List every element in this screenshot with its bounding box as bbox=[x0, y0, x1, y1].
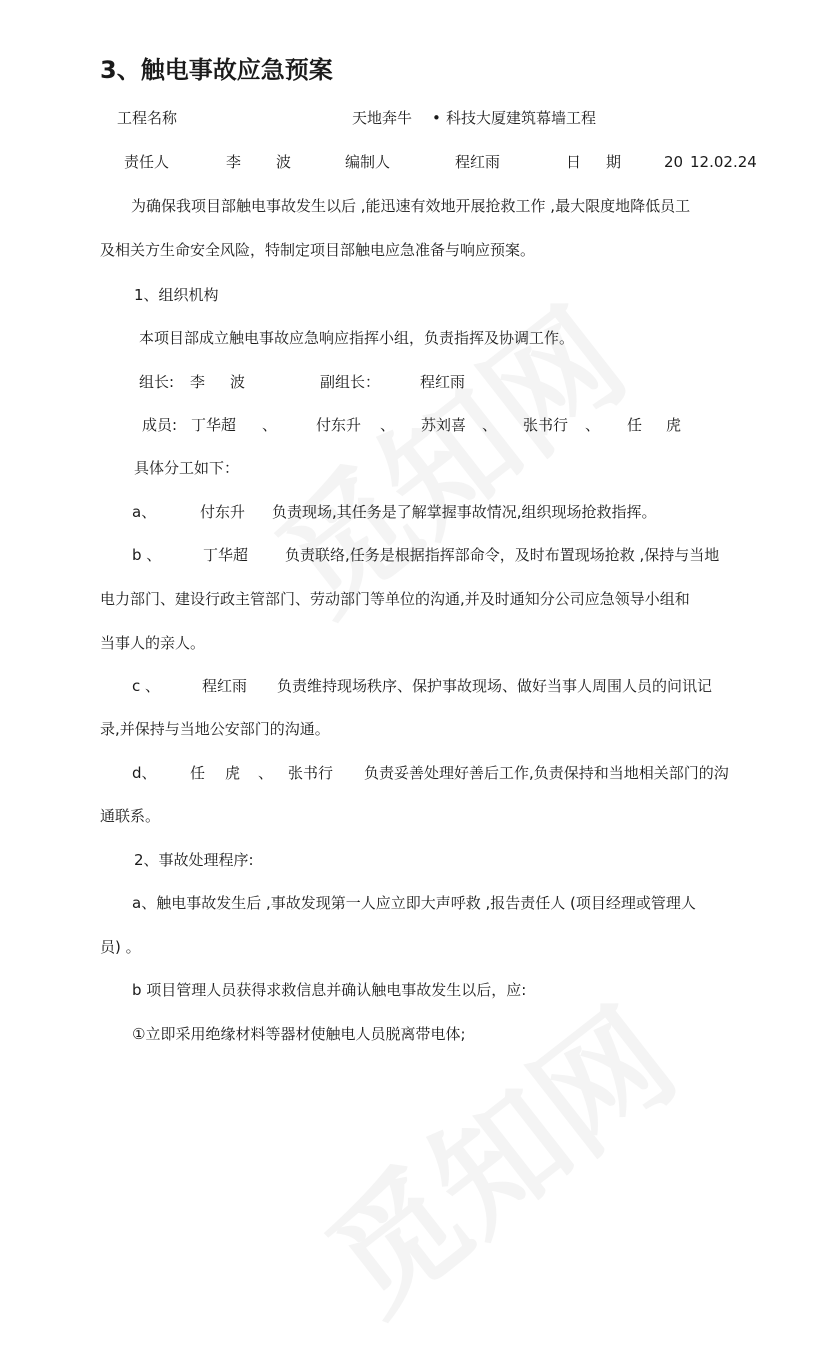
member-sep-4: 、 bbox=[585, 416, 601, 434]
duty-b-text: 负责联络,任务是根据指挥部命令，及时布置现场抢救 ,保持与当地 bbox=[285, 546, 720, 564]
procedure-a-line-2: 员) 。 bbox=[100, 938, 141, 956]
leader-name-1: 李 bbox=[190, 373, 206, 391]
leader-name-2: 波 bbox=[230, 373, 246, 391]
duty-d-marker: d、 bbox=[132, 764, 157, 782]
editor-label: 编制人 bbox=[345, 153, 391, 171]
intro-line-2: 及相关方生命安全风险，特制定项目部触电应急准备与响应预案。 bbox=[100, 241, 536, 259]
duty-c-marker: c 、 bbox=[132, 677, 161, 695]
duty-d-name-3: 张书行 bbox=[288, 764, 334, 782]
member-1: 丁华超 bbox=[191, 416, 237, 434]
duty-d-text: 负责妥善处理好善后工作,负责保持和当地相关部门的沟 bbox=[364, 764, 729, 782]
member-3: 苏刘喜 bbox=[421, 416, 467, 434]
project-name-dot: • bbox=[432, 109, 441, 127]
duty-c-text: 负责维持现场秩序、保护事故现场、做好当事人周围人员的问讯记 bbox=[277, 677, 713, 695]
procedure-a-line-1: a、触电事故发生后 ,事故发现第一人应立即大声呼救 ,报告责任人 (项目经理或管理人 bbox=[132, 894, 696, 912]
member-4: 张书行 bbox=[523, 416, 569, 434]
duty-d-name-1: 任 bbox=[190, 764, 206, 782]
member-sep-3: 、 bbox=[482, 416, 498, 434]
duty-b-marker: b 、 bbox=[132, 546, 162, 564]
project-name-part2: 科技大厦建筑幕墙工程 bbox=[446, 109, 597, 127]
duty-d-sep: 、 bbox=[258, 764, 274, 782]
page-title: 3、触电事故应急预案 bbox=[100, 56, 333, 84]
date-prefix: 20 bbox=[664, 153, 684, 171]
date-value: 12.02.24 bbox=[690, 153, 757, 171]
leader-label: 组长: bbox=[139, 373, 175, 391]
duty-d-line-2: 通联系。 bbox=[100, 807, 161, 825]
duty-b-name: 丁华超 bbox=[203, 546, 249, 564]
deputy-label: 副组长： bbox=[320, 373, 381, 391]
duty-b-line-2: 电力部门、建设行政主管部门、劳动部门等单位的沟通,并及时通知分公司应急领导小组和 bbox=[100, 590, 690, 608]
member-5-b: 虎 bbox=[666, 416, 682, 434]
org-heading: 1、组织机构 bbox=[134, 286, 219, 304]
procedure-b-line-1: b 项目管理人员获得求救信息并确认触电事故发生以后，应: bbox=[132, 981, 527, 999]
deputy-name: 程红雨 bbox=[420, 373, 466, 391]
date-label-2: 期 bbox=[606, 153, 622, 171]
duty-c-name: 程红雨 bbox=[202, 677, 248, 695]
procedure-step-1: ①立即采用绝缘材料等器材使触电人员脱离带电体; bbox=[132, 1025, 466, 1043]
procedure-heading: 2、事故处理程序: bbox=[134, 851, 254, 869]
responsible-name-2: 波 bbox=[276, 153, 292, 171]
member-sep-2: 、 bbox=[380, 416, 396, 434]
duty-c-line-2: 录,并保持与当地公安部门的沟通。 bbox=[100, 720, 330, 738]
project-label: 工程名称 bbox=[117, 109, 178, 127]
date-label-1: 日 bbox=[566, 153, 582, 171]
responsible-label: 责任人 bbox=[124, 153, 170, 171]
members-label: 成员: bbox=[142, 416, 178, 434]
project-name-part1: 天地奔牛 bbox=[352, 109, 413, 127]
org-desc: 本项目部成立触电事故应急响应指挥小组，负责指挥及协调工作。 bbox=[139, 329, 575, 347]
duty-a-text: 负责现场,其任务是了解掌握事故情况,组织现场抢救指挥。 bbox=[272, 503, 657, 521]
responsible-name-1: 李 bbox=[226, 153, 242, 171]
member-sep-1: 、 bbox=[262, 416, 278, 434]
duty-b-line-3: 当事人的亲人。 bbox=[100, 634, 206, 652]
intro-line-1: 为确保我项目部触电事故发生以后 ,能迅速有效地开展抢救工作 ,最大限度地降低员工 bbox=[131, 197, 691, 215]
duty-a-name: 付东升 bbox=[200, 503, 246, 521]
division-label: 具体分工如下： bbox=[134, 459, 240, 477]
duty-d-name-2: 虎 bbox=[225, 764, 241, 782]
editor-name: 程红雨 bbox=[455, 153, 501, 171]
member-5-a: 任 bbox=[627, 416, 643, 434]
watermark-bottom bbox=[284, 960, 706, 1347]
member-2: 付东升 bbox=[316, 416, 362, 434]
duty-a-marker: a、 bbox=[132, 503, 157, 521]
